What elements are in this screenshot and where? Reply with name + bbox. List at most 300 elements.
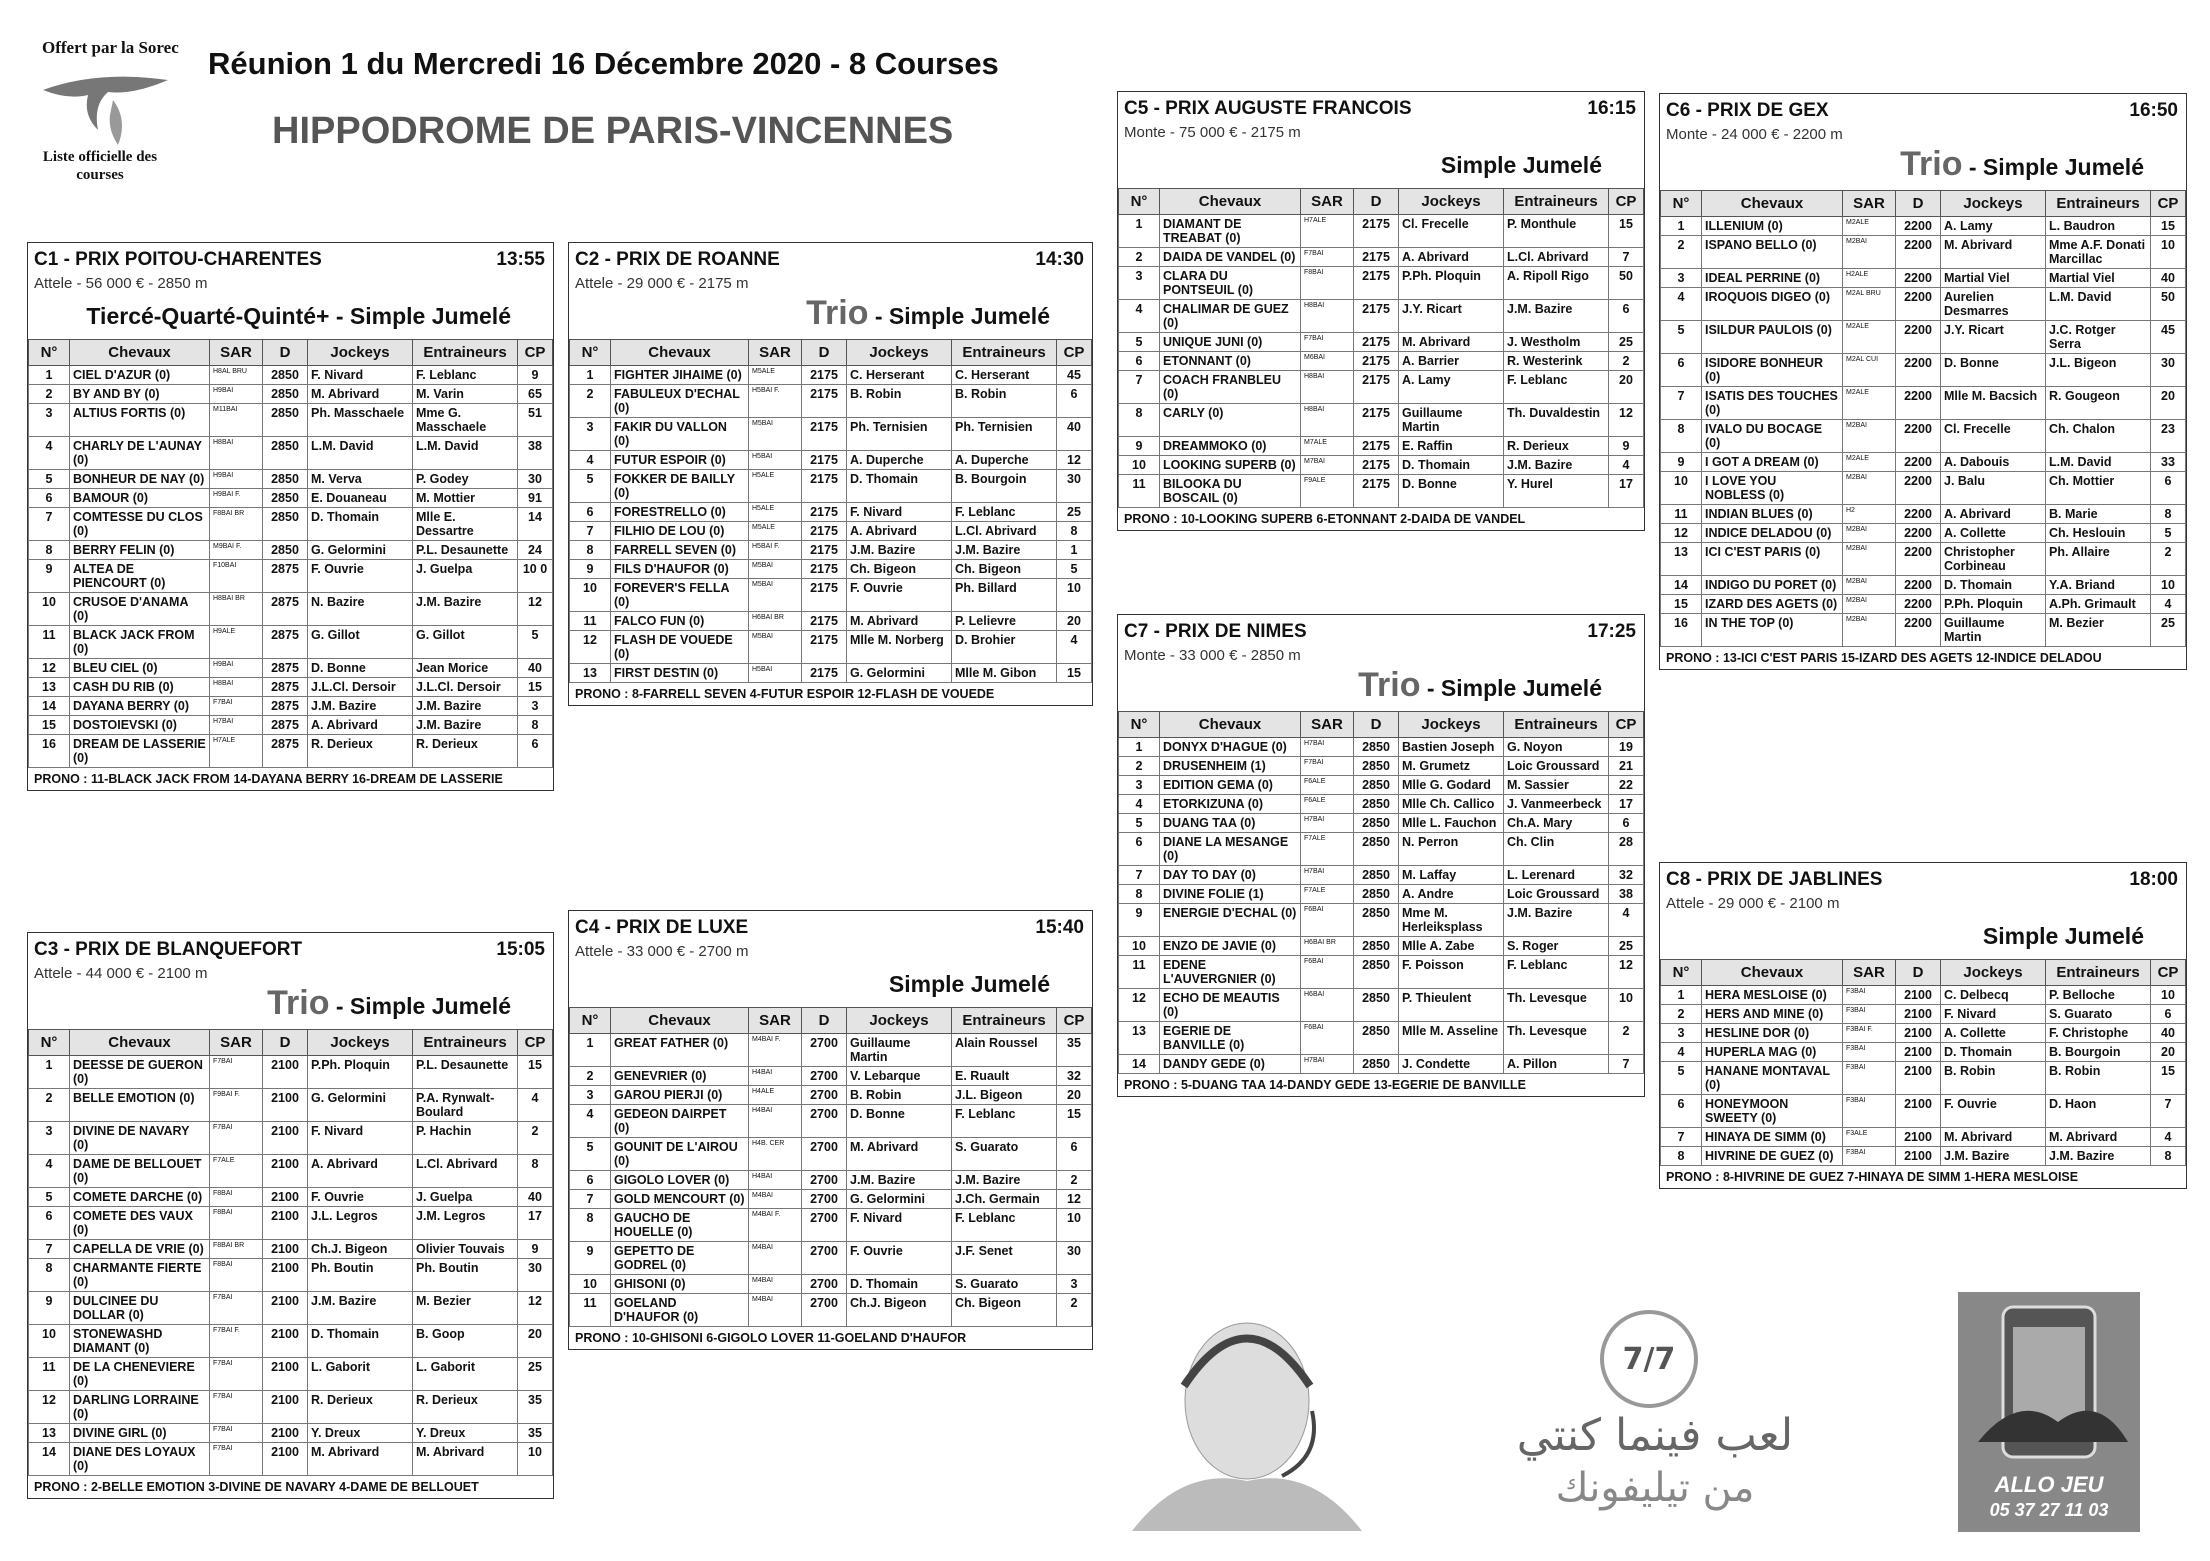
trainer: Th. Duvaldestin [1504, 404, 1609, 437]
horse-name: GHISONI (0) [611, 1275, 749, 1294]
table-row [29, 1089, 553, 1122]
col-jockeys: Jockeys [1941, 960, 2046, 986]
sar-code: M2ALE [1843, 217, 1896, 236]
trainer: M. Abrivard [413, 1443, 518, 1476]
jockey: Cl. Frecelle [1941, 420, 2046, 453]
odds-cp: 12 [1057, 451, 1092, 470]
sar-code: F7BAI [210, 1424, 263, 1443]
race-card-c1 [27, 242, 554, 791]
jockey: F. Ouvrie [847, 579, 952, 612]
odds-cp: 65 [518, 385, 553, 404]
distance: 2175 [802, 418, 847, 451]
jockey: M. Abrivard [847, 1138, 952, 1171]
sar-code: M5BAI [749, 560, 802, 579]
odds-cp: 4 [1057, 631, 1092, 664]
race-title: C5 - PRIX AUGUSTE FRANCOIS [1124, 98, 1412, 119]
col-horses: Chevaux [611, 340, 749, 366]
sar-code: M2AL BRU [1843, 288, 1896, 321]
sar-code: F6BAI [1301, 956, 1354, 989]
col-d: D [1354, 189, 1399, 215]
odds-cp: 3 [1057, 1275, 1092, 1294]
horse-name: ALTIUS FORTIS (0) [70, 404, 210, 437]
distance: 2700 [802, 1171, 847, 1190]
distance: 2100 [263, 1259, 308, 1292]
sar-code: H2ALE [1843, 269, 1896, 288]
runners-table [1118, 188, 1644, 508]
table-row [570, 664, 1092, 683]
runner-number: 6 [29, 489, 70, 508]
table-row [29, 366, 553, 385]
runner-number: 1 [570, 366, 611, 385]
race-subtitle: Attele - 33 000 € - 2700 m [575, 943, 749, 960]
horse-name: IZARD DES AGETS (0) [1702, 595, 1843, 614]
odds-cp: 15 [518, 678, 553, 697]
runner-number: 13 [29, 678, 70, 697]
jockey: Ph. Ternisien [847, 418, 952, 451]
distance: 2850 [1354, 904, 1399, 937]
prono: PRONO : 8-HIVRINE DE GUEZ 7-HINAYA DE SIMM 1-HERA MESLOISE [1666, 1170, 2079, 1184]
trainer: Ch. Bigeon [952, 560, 1057, 579]
col-num: N° [1661, 191, 1702, 217]
runner-number: 10 [29, 593, 70, 626]
jockey: Guillaume Martin [1399, 404, 1504, 437]
col-num: N° [29, 340, 70, 366]
distance: 2200 [1896, 420, 1941, 453]
odds-cp: 2 [518, 1122, 553, 1155]
runner-number: 7 [1119, 371, 1160, 404]
table-row [570, 385, 1092, 418]
trainer: J.C. Rotger Serra [2046, 321, 2151, 354]
table-row [29, 1391, 553, 1424]
distance: 2175 [802, 451, 847, 470]
runner-number: 13 [1661, 543, 1702, 576]
runner-number: 11 [29, 1358, 70, 1391]
table-row [1119, 885, 1644, 904]
trainer: R. Derieux [1504, 437, 1609, 456]
sar-code: F7BAI [1301, 333, 1354, 352]
runner-number: 8 [570, 541, 611, 560]
odds-cp: 2 [1609, 352, 1644, 371]
jockey: Mlle G. Godard [1399, 776, 1504, 795]
horse-name: INDIAN BLUES (0) [1702, 505, 1843, 524]
horse-name: IDEAL PERRINE (0) [1702, 269, 1843, 288]
col-num: N° [29, 1030, 70, 1056]
table-row [570, 1138, 1092, 1171]
distance: 2875 [263, 659, 308, 678]
jockey: A. Duperche [847, 451, 952, 470]
jockey: J.Y. Ricart [1399, 300, 1504, 333]
sar-code: H5BAI [749, 664, 802, 683]
trainer: S. Guarato [952, 1275, 1057, 1294]
table-row [1119, 738, 1644, 757]
odds-cp: 10 [2151, 986, 2186, 1005]
horse-name: COMETE DARCHE (0) [70, 1188, 210, 1207]
col-num: N° [570, 340, 611, 366]
odds-cp: 25 [1609, 333, 1644, 352]
jockey: M. Abrivard [308, 385, 413, 404]
odds-cp: 40 [1057, 418, 1092, 451]
jockey: J.M. Bazire [847, 541, 952, 560]
sar-code: M4BAI [749, 1275, 802, 1294]
distance: 2175 [802, 664, 847, 683]
race-title: C8 - PRIX DE JABLINES [1666, 869, 1883, 890]
runner-number: 2 [570, 1067, 611, 1086]
trainer: C. Herserant [952, 366, 1057, 385]
runner-number: 2 [1119, 248, 1160, 267]
col-horses: Chevaux [70, 340, 210, 366]
odds-cp: 40 [2151, 269, 2186, 288]
sar-code: M4BAI F. [749, 1209, 802, 1242]
runner-number: 11 [29, 626, 70, 659]
horse-name: FALCO FUN (0) [611, 612, 749, 631]
runner-number: 2 [29, 385, 70, 404]
table-row [29, 1188, 553, 1207]
sar-code: M5ALE [749, 366, 802, 385]
horse-name: DOSTOIEVSKI (0) [70, 716, 210, 735]
bet-text: Tiercé-Quarté-Quinté+ - Simple Jumelé [86, 303, 511, 329]
trainer: J. Guelpa [413, 560, 518, 593]
trainer: P.L. Desaunette [413, 541, 518, 560]
runner-number: 5 [570, 1138, 611, 1171]
sar-code: F7ALE [210, 1155, 263, 1188]
table-row [1119, 333, 1644, 352]
runner-number: 7 [29, 508, 70, 541]
odds-cp: 2 [2151, 543, 2186, 576]
table-row [1661, 1062, 2186, 1095]
runner-number: 1 [1661, 986, 1702, 1005]
trainer: Y. Hurel [1504, 475, 1609, 508]
table-row [570, 560, 1092, 579]
odds-cp: 17 [1609, 795, 1644, 814]
table-row [1119, 1022, 1644, 1055]
table-row [570, 1067, 1092, 1086]
odds-cp: 20 [2151, 1043, 2186, 1062]
odds-cp: 6 [1057, 1138, 1092, 1171]
arabic-line-2: من تيليفونك [1555, 1465, 1755, 1511]
horse-name: ETORKIZUNA (0) [1160, 795, 1301, 814]
race-header [1118, 615, 1644, 643]
table-row [1119, 371, 1644, 404]
horse-name: DREAMMOKO (0) [1160, 437, 1301, 456]
runner-number: 16 [29, 735, 70, 768]
distance: 2850 [263, 437, 308, 470]
table-row [1661, 288, 2186, 321]
jockey: P.Ph. Ploquin [1399, 267, 1504, 300]
jockey: L. Gaborit [308, 1358, 413, 1391]
distance: 2850 [263, 385, 308, 404]
runner-number: 3 [1119, 267, 1160, 300]
odds-cp: 40 [2151, 1024, 2186, 1043]
horse-name: FLASH DE VOUEDE (0) [611, 631, 749, 664]
col-trainers: Entraineurs [952, 1008, 1057, 1034]
sar-code: M2AL CUI [1843, 354, 1896, 387]
jockey: M. Abrivard [308, 1443, 413, 1476]
distance: 2850 [1354, 776, 1399, 795]
sar-code: M2BAI [1843, 236, 1896, 269]
distance: 2850 [1354, 1022, 1399, 1055]
distance: 2100 [263, 1089, 308, 1122]
sar-code: H5BAI [749, 451, 802, 470]
trainer: B. Marie [2046, 505, 2151, 524]
horse-name: FILS D'HAUFOR (0) [611, 560, 749, 579]
table-row [29, 716, 553, 735]
table-row [29, 1240, 553, 1259]
odds-cp: 38 [1609, 885, 1644, 904]
trainer: Mlle M. Gibon [952, 664, 1057, 683]
horse-name: HERA MESLOISE (0) [1702, 986, 1843, 1005]
sar-code: M2BAI [1843, 595, 1896, 614]
race-header [569, 911, 1092, 939]
odds-cp: 35 [1057, 1034, 1092, 1067]
odds-cp: 15 [1057, 664, 1092, 683]
odds-cp: 35 [518, 1391, 553, 1424]
horse-name: DIANE LA MESANGE (0) [1160, 833, 1301, 866]
col-cp: CP [1057, 340, 1092, 366]
sar-code: H8BAI [1301, 404, 1354, 437]
race-subtitle: Monte - 24 000 € - 2200 m [1666, 126, 1843, 143]
bet-types [1118, 141, 1644, 188]
runner-number: 6 [1119, 352, 1160, 371]
trainer: Martial Viel [2046, 269, 2151, 288]
table-row [29, 697, 553, 716]
distance: 2200 [1896, 321, 1941, 354]
odds-cp: 10 [1057, 1209, 1092, 1242]
prono: PRONO : 2-BELLE EMOTION 3-DIVINE DE NAVARY 4-DAME DE BELLOUET [34, 1480, 479, 1494]
sorec-logo [30, 38, 180, 188]
horse-name: FIGHTER JIHAIME (0) [611, 366, 749, 385]
runner-number: 14 [29, 697, 70, 716]
distance: 2200 [1896, 354, 1941, 387]
trainer: L.M. David [2046, 288, 2151, 321]
runner-number: 11 [570, 1294, 611, 1327]
odds-cp: 7 [1609, 248, 1644, 267]
jockey: E. Douaneau [308, 489, 413, 508]
runner-number: 2 [1661, 1005, 1702, 1024]
runner-number: 12 [29, 1391, 70, 1424]
runner-number: 2 [29, 1089, 70, 1122]
trainer: J. Vanmeerbeck [1504, 795, 1609, 814]
race-card-c5 [1117, 91, 1645, 531]
distance: 2175 [802, 366, 847, 385]
jockey: D. Thomain [308, 1325, 413, 1358]
sar-code: M4BAI [749, 1242, 802, 1275]
odds-cp: 3 [518, 697, 553, 716]
table-row [29, 1358, 553, 1391]
col-num: N° [1119, 712, 1160, 738]
runner-number: 4 [1661, 1043, 1702, 1062]
horse-name: ICI C'EST PARIS (0) [1702, 543, 1843, 576]
distance: 2850 [263, 366, 308, 385]
bet-text: - Simple Jumelé [329, 993, 511, 1019]
jockey: Bastien Joseph [1399, 738, 1504, 757]
col-trainers: Entraineurs [2046, 191, 2151, 217]
odds-cp: 91 [518, 489, 553, 508]
sar-code: H7ALE [210, 735, 263, 768]
odds-cp: 10 [2151, 576, 2186, 595]
runner-number: 16 [1661, 614, 1702, 647]
runner-number: 3 [29, 404, 70, 437]
sar-code: H4BAI [749, 1171, 802, 1190]
trainer: Th. Levesque [1504, 989, 1609, 1022]
jockey: J. Condette [1399, 1055, 1504, 1074]
trainer: B. Bourgoin [2046, 1043, 2151, 1062]
race-subtitle: Attele - 29 000 € - 2175 m [575, 275, 749, 292]
col-d: D [802, 340, 847, 366]
horse-name: LOOKING SUPERB (0) [1160, 456, 1301, 475]
jockey: D. Thomain [1941, 576, 2046, 595]
jockey: A. Abrivard [1399, 248, 1504, 267]
odds-cp: 15 [2151, 217, 2186, 236]
horse-name: DIAMANT DE TREABAT (0) [1160, 215, 1301, 248]
table-row [570, 1294, 1092, 1327]
sar-code: F7BAI [210, 1122, 263, 1155]
sar-code: F8BAI BR [210, 508, 263, 541]
table-row [1119, 795, 1644, 814]
odds-cp: 5 [2151, 524, 2186, 543]
jockey: Mlle M. Norberg [847, 631, 952, 664]
odds-cp: 30 [1057, 470, 1092, 503]
sar-code: F3BAI [1843, 1147, 1896, 1166]
col-sar: SAR [1843, 191, 1896, 217]
col-d: D [263, 1030, 308, 1056]
sar-code: F3BAI [1843, 986, 1896, 1005]
race-time: 18:00 [2129, 869, 2178, 890]
horse-name: IVALO DU BOCAGE (0) [1702, 420, 1843, 453]
bet-types [1660, 912, 2186, 959]
horse-name: INDICE DELADOU (0) [1702, 524, 1843, 543]
table-row [1119, 215, 1644, 248]
play-by-phone-banner [1450, 1310, 1860, 1520]
jockey: Cl. Frecelle [1399, 215, 1504, 248]
trainer: A. Ripoll Rigo [1504, 267, 1609, 300]
sar-code: H9BAI [210, 659, 263, 678]
trainer: L.M. David [413, 437, 518, 470]
odds-cp: 10 0 [518, 560, 553, 593]
sar-code: F10BAI [210, 560, 263, 593]
sar-code: M5BAI [749, 631, 802, 664]
race-time: 13:55 [496, 249, 545, 270]
runner-number: 8 [1119, 885, 1160, 904]
sar-code: H5BAI F. [749, 541, 802, 560]
race-title: C1 - PRIX POITOU-CHARENTES [34, 249, 322, 270]
distance: 2100 [1896, 1095, 1941, 1128]
trainer: R. Derieux [413, 735, 518, 768]
jockey: D. Bonne [847, 1105, 952, 1138]
race-time: 17:25 [1587, 621, 1636, 642]
odds-cp: 2 [1057, 1294, 1092, 1327]
distance: 2850 [1354, 833, 1399, 866]
horse-name: DIVINE FOLIE (1) [1160, 885, 1301, 904]
odds-cp: 14 [518, 508, 553, 541]
sar-code: F7BAI F. [210, 1325, 263, 1358]
sar-code: F7BAI [210, 1443, 263, 1476]
sar-code: H8BAI [1301, 371, 1354, 404]
distance: 2875 [263, 697, 308, 716]
runner-number: 5 [1119, 814, 1160, 833]
horse-name: ISATIS DES TOUCHES (0) [1702, 387, 1843, 420]
col-d: D [802, 1008, 847, 1034]
runner-number: 11 [570, 612, 611, 631]
horse-name: DE LA CHENEVIERE (0) [70, 1358, 210, 1391]
bet-text: Simple Jumelé [1982, 923, 2144, 949]
odds-cp: 17 [518, 1207, 553, 1240]
horse-name: IN THE TOP (0) [1702, 614, 1843, 647]
odds-cp: 51 [518, 404, 553, 437]
runner-number: 7 [570, 522, 611, 541]
col-cp: CP [518, 1030, 553, 1056]
jockey: M. Abrivard [1941, 236, 2046, 269]
odds-cp: 20 [1057, 1086, 1092, 1105]
jockey: B. Robin [847, 1086, 952, 1105]
runner-number: 7 [1661, 387, 1702, 420]
runners-table [1660, 190, 2186, 647]
sar-code: F3BAI [1843, 1043, 1896, 1062]
horse-name: EGERIE DE BANVILLE (0) [1160, 1022, 1301, 1055]
trainer: P. Lelievre [952, 612, 1057, 631]
runner-number: 12 [1661, 524, 1702, 543]
trainer: M. Abrivard [2046, 1128, 2151, 1147]
odds-cp: 10 [2151, 236, 2186, 269]
runner-number: 7 [570, 1190, 611, 1209]
horse-name: BAMOUR (0) [70, 489, 210, 508]
runner-number: 10 [570, 579, 611, 612]
jockey: Ph. Masschaele [308, 404, 413, 437]
col-trainers: Entraineurs [2046, 960, 2151, 986]
distance: 2175 [1354, 248, 1399, 267]
runners-table [569, 339, 1092, 683]
runner-number: 1 [29, 1056, 70, 1089]
horse-name: ETONNANT (0) [1160, 352, 1301, 371]
odds-cp: 8 [1057, 522, 1092, 541]
col-d: D [1896, 960, 1941, 986]
horse-name: ALTEA DE PIENCOURT (0) [70, 560, 210, 593]
prono: PRONO : 8-FARRELL SEVEN 4-FUTUR ESPOIR 12-FLASH DE VOUEDE [575, 687, 995, 701]
race-header [28, 933, 553, 961]
odds-cp: 6 [2151, 1005, 2186, 1024]
distance: 2200 [1896, 595, 1941, 614]
odds-cp: 7 [1609, 1055, 1644, 1074]
horse-name: DARLING LORRAINE (0) [70, 1391, 210, 1424]
table-row [29, 1056, 553, 1089]
runner-number: 9 [1119, 437, 1160, 456]
bet-types [1660, 143, 2186, 190]
jockey: F. Ouvrie [847, 1242, 952, 1275]
table-row [29, 735, 553, 768]
trainer: D. Haon [2046, 1095, 2151, 1128]
sar-code: M6BAI [1301, 352, 1354, 371]
odds-cp: 30 [518, 1259, 553, 1292]
jockey: N. Bazire [308, 593, 413, 626]
runner-number: 14 [1119, 1055, 1160, 1074]
race-header [569, 243, 1092, 271]
table-row [1661, 453, 2186, 472]
distance: 2175 [802, 560, 847, 579]
sar-code: M2ALE [1843, 321, 1896, 354]
distance: 2175 [1354, 404, 1399, 437]
odds-cp: 9 [1609, 437, 1644, 456]
trainer: M. Bezier [413, 1292, 518, 1325]
table-row [1119, 475, 1644, 508]
distance: 2200 [1896, 217, 1941, 236]
table-row [1661, 387, 2186, 420]
distance: 2100 [263, 1155, 308, 1188]
trainer: Ph. Boutin [413, 1259, 518, 1292]
horse-name: STONEWASHD DIAMANT (0) [70, 1325, 210, 1358]
odds-cp: 4 [2151, 1128, 2186, 1147]
col-sar: SAR [210, 340, 263, 366]
horse-name: GREAT FATHER (0) [611, 1034, 749, 1067]
trainer: J. Westholm [1504, 333, 1609, 352]
